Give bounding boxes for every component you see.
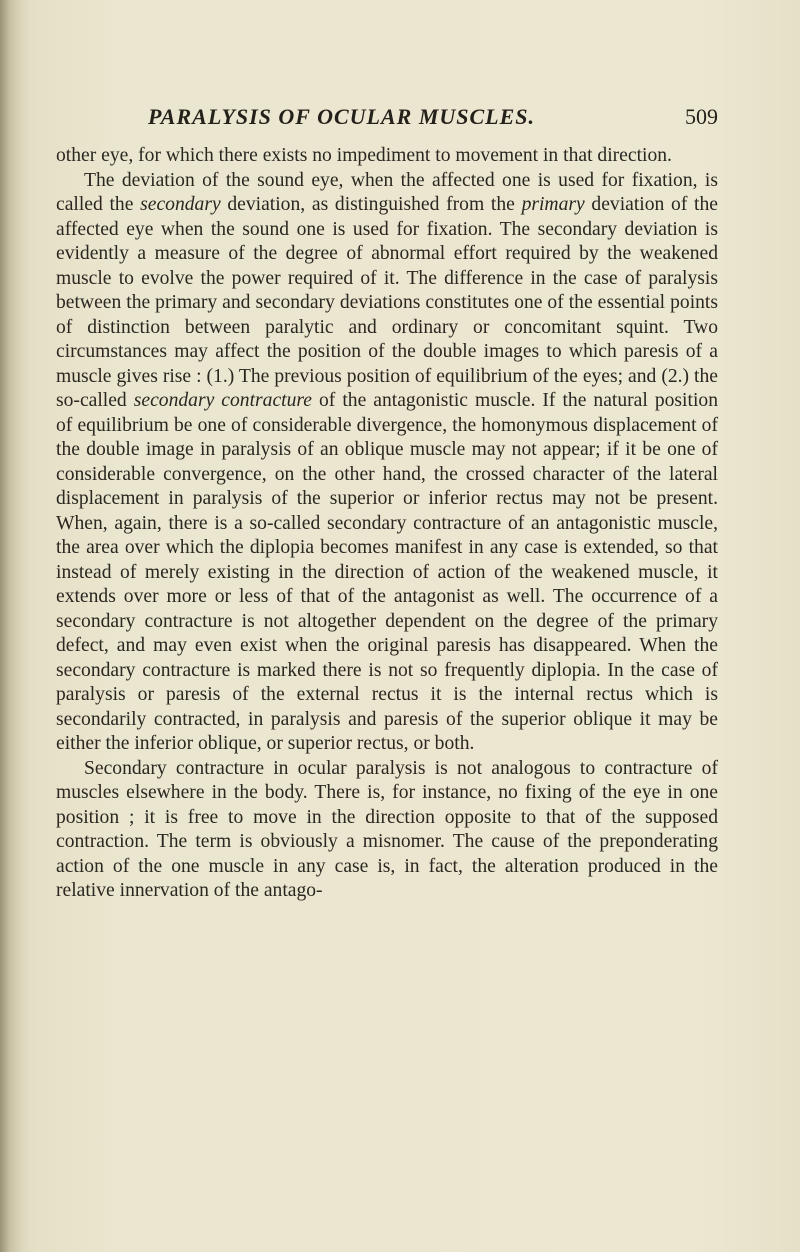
italic-term: secondary bbox=[140, 194, 221, 215]
italic-term: secondary contracture bbox=[133, 390, 312, 411]
body-text bbox=[56, 144, 718, 904]
page-number: 509 bbox=[685, 104, 718, 129]
text-run: deviation, as distinguished from the bbox=[220, 194, 522, 215]
text-run: Secondary contracture in ocular paralysis is not analogous to contracture of muscles elsewhere in the body. There is, for instance, no fixing of the eye in one position ; it is free to move in the direction opposite to that of the supposed contraction. The term is obviously a misnomer. The cause of the preponderating action of the one muscle in any case is, in fact, the alteration produced in the relative innervation of the antago- bbox=[56, 757, 718, 901]
paragraph-3 bbox=[56, 757, 718, 904]
running-head bbox=[148, 104, 718, 136]
italic-term: primary bbox=[521, 194, 585, 215]
text-run: The deviation of the sound eye, when the affected one is used for fixation, is called the bbox=[56, 169, 718, 215]
page-gutter-shadow bbox=[0, 0, 30, 1252]
paragraph-2 bbox=[56, 169, 718, 757]
running-title: PARALYSIS OF OCULAR MUSCLES. bbox=[148, 104, 536, 129]
text-run: deviation of the affected eye when the sound one is used for fixation. The secondary deviation is evidently a measure of the degree of abnormal effort required by the weakened muscle to evolve the power required of it. The difference in the case of paralysis between the primary and secondary deviations constitutes one of the essential points of distinction between paralytic and ordinary or concomitant squint. Two circumstances may affect the position of the double images to which paresis of a muscle gives rise : (1.) The previous position of equilibrium of the eyes; and (2.) the so-called bbox=[56, 194, 718, 411]
text-run: of the antagonistic muscle. If the natural position of equilibrium be one of considerable divergence, the homonymous displacement of the double image in paralysis of an oblique muscle may not appear; if it be one of considerable convergence, on the other hand, the crossed character of the lateral displacement in paralysis of the superior or inferior rectus may not be present. When, again, there is a so-called secondary contracture of an antagonistic muscle, the area over which the diplopia becomes manifest in any case is extended, so that instead of merely existing in the direction of action of the weakened muscle, it extends over more or less of that of the antagonist as well. The occurrence of a secondary contracture is not altogether dependent on the degree of the primary defect, and may even exist when the original paresis has disappeared. When the secondary contracture is marked there is not so frequently diplopia. In the case of paralysis or paresis of the external rectus it is the internal rectus which is secondarily contracted, in paralysis and paresis of the superior oblique it may be either the inferior oblique, or superior rectus, or both. bbox=[56, 390, 718, 754]
text-run: other eye, for which there exists no impediment to movement in that direction. bbox=[56, 145, 672, 166]
paragraph-1 bbox=[56, 144, 718, 169]
